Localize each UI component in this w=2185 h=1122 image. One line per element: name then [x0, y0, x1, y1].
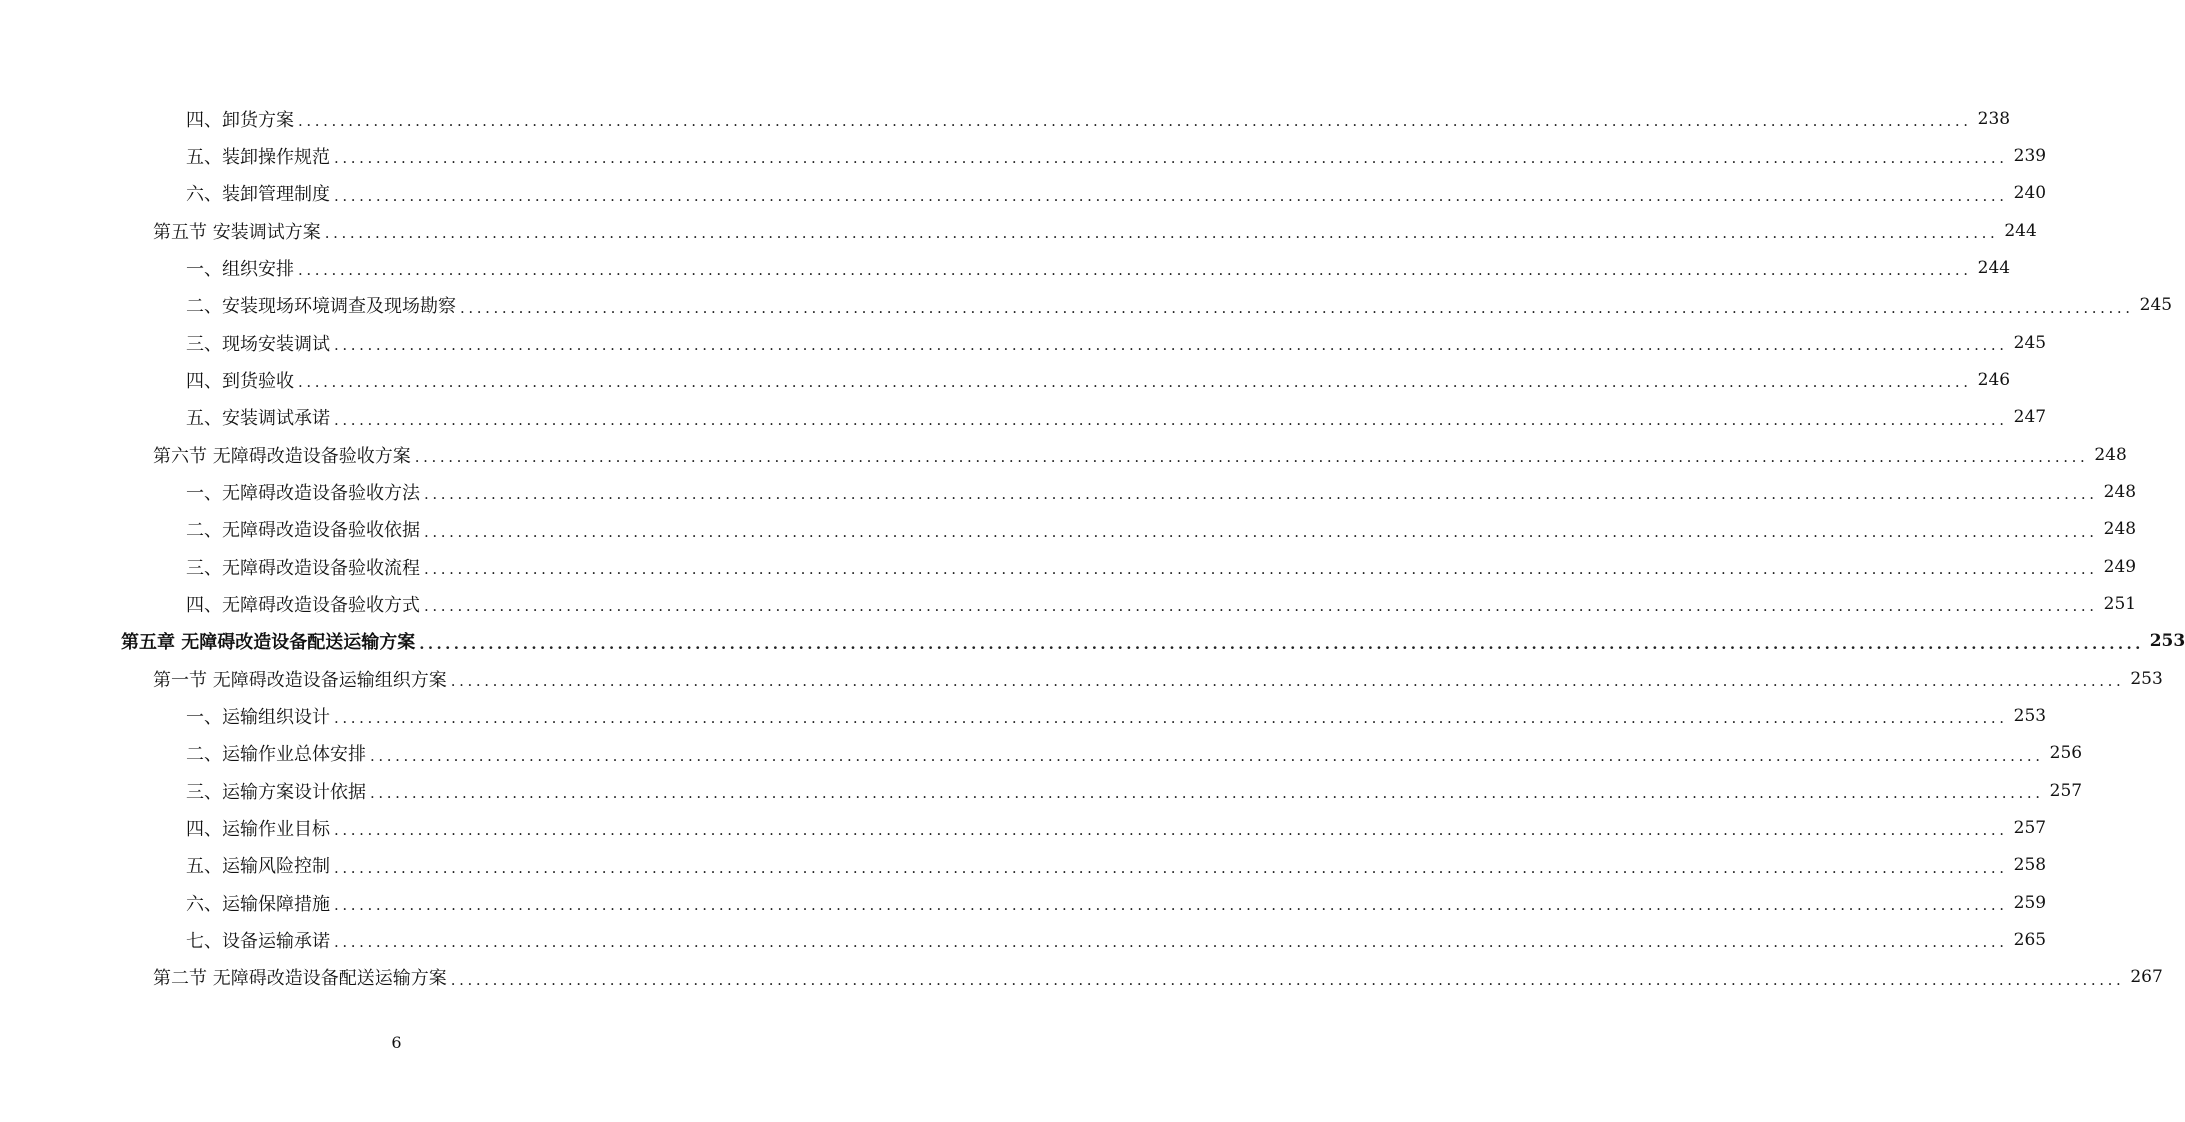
toc-entry[interactable]	[0, 511, 2137, 548]
toc-entry-title: 三、运输方案设计依据	[186, 778, 370, 804]
toc-entry-page: 258	[2013, 855, 2047, 876]
toc-entry-page: 240	[2013, 183, 2047, 204]
toc-entry-title: 四、卸货方案	[186, 106, 298, 132]
toc-entry[interactable]	[0, 175, 2047, 212]
toc-entry-title: 四、到货验收	[186, 367, 298, 393]
toc-entry-title: 五、运输风险控制	[186, 852, 334, 878]
toc-dot-leader: ........................................................................................................................................................................................................	[334, 933, 2008, 952]
toc-entry[interactable]	[0, 623, 2185, 660]
toc-entry-page: 247	[2013, 407, 2047, 428]
toc-entry-page: 248	[2103, 481, 2137, 502]
toc-dot-leader: ........................................................................................................................................................................................................	[424, 522, 2098, 541]
toc-entry-title: 第二节 无障碍改造设备配送运输方案	[153, 964, 451, 990]
toc-entry-page: 238	[1977, 108, 2011, 129]
toc-entry[interactable]	[0, 921, 2047, 958]
toc-entry[interactable]	[0, 809, 2047, 846]
toc-entry-page: 253	[2149, 631, 2185, 652]
toc-entry[interactable]	[0, 287, 2173, 324]
toc-dot-leader: ........................................................................................................................................................................................................	[450, 672, 2125, 691]
toc-dot-leader: ........................................................................................................................................................................................................	[334, 186, 2008, 205]
toc-entry-title: 一、组织安排	[186, 255, 298, 281]
toc-dot-leader: ........................................................................................................................................................................................................	[450, 970, 2125, 989]
toc-entry[interactable]	[0, 735, 2083, 772]
toc-entry-title: 三、无障碍改造设备验收流程	[186, 554, 424, 580]
toc-entry[interactable]	[0, 399, 2047, 436]
toc-dot-leader: ........................................................................................................................................................................................................	[334, 709, 2008, 728]
toc-dot-leader: ........................................................................................................................................................................................................	[298, 373, 1972, 392]
toc-entry-title: 第五节 安装调试方案	[153, 218, 325, 244]
toc-dot-leader: ........................................................................................................................................................................................................	[334, 858, 2008, 877]
toc-entry-title: 第六节 无障碍改造设备验收方案	[153, 442, 415, 468]
toc-dot-leader: ........................................................................................................................................................................................................	[424, 597, 2098, 616]
toc-entry-page: 256	[2049, 743, 2083, 764]
toc-entry-page: 246	[1977, 369, 2011, 390]
toc-entry[interactable]	[0, 959, 2163, 996]
toc-entry-title: 七、设备运输承诺	[186, 927, 334, 953]
toc-entry-page: 251	[2103, 593, 2137, 614]
toc-entry-page: 265	[2013, 929, 2047, 950]
toc-entry-title: 五、装卸操作规范	[186, 143, 334, 169]
toc-entry-title: 二、运输作业总体安排	[186, 740, 370, 766]
toc-entry-page: 248	[2103, 519, 2137, 540]
toc-entry-page: 239	[2013, 145, 2047, 166]
toc-entry-title: 二、无障碍改造设备验收依据	[186, 516, 424, 542]
toc-entry-page: 249	[2103, 556, 2137, 577]
toc-entry-title: 一、无障碍改造设备验收方法	[186, 479, 424, 505]
toc-dot-leader: ........................................................................................................................................................................................................	[370, 746, 2044, 765]
toc-entry-title: 一、运输组织设计	[186, 703, 334, 729]
toc-entry-title: 六、装卸管理制度	[186, 180, 334, 206]
toc-entry[interactable]	[0, 697, 2047, 734]
toc-dot-leader: ........................................................................................................................................................................................................	[419, 634, 2144, 653]
toc-entry-page: 259	[2013, 892, 2047, 913]
toc-dot-leader: ........................................................................................................................................................................................................	[424, 560, 2098, 579]
toc-entry-title: 五、安装调试承诺	[186, 404, 334, 430]
toc-dot-leader: ........................................................................................................................................................................................................	[424, 485, 2098, 504]
toc-dot-leader: ........................................................................................................................................................................................................	[334, 149, 2008, 168]
toc-entry-page: 245	[2013, 332, 2047, 353]
toc-entry-title: 四、无障碍改造设备验收方式	[186, 591, 424, 617]
table-of-contents	[0, 100, 2185, 996]
toc-dot-leader: ........................................................................................................................................................................................................	[298, 261, 1972, 280]
toc-entry[interactable]	[0, 884, 2047, 921]
toc-entry[interactable]	[0, 585, 2137, 622]
toc-entry[interactable]	[0, 361, 2011, 398]
toc-entry-page: 245	[2139, 295, 2173, 316]
toc-dot-leader: ........................................................................................................................................................................................................	[298, 112, 1972, 131]
toc-entry[interactable]	[0, 772, 2083, 809]
toc-entry[interactable]	[0, 847, 2047, 884]
toc-entry-page: 248	[2094, 444, 2127, 465]
toc-entry[interactable]	[0, 473, 2137, 510]
toc-dot-leader: ........................................................................................................................................................................................................	[460, 298, 2134, 317]
toc-dot-leader: ........................................................................................................................................................................................................	[324, 224, 1999, 243]
toc-entry-page: 253	[2130, 668, 2163, 689]
toc-entry[interactable]	[0, 100, 2011, 137]
toc-dot-leader: ........................................................................................................................................................................................................	[334, 336, 2008, 355]
toc-entry-title: 六、运输保障措施	[186, 890, 334, 916]
toc-entry-page: 244	[1977, 257, 2011, 278]
toc-entry[interactable]	[0, 249, 2011, 286]
toc-entry[interactable]	[0, 137, 2047, 174]
toc-entry-title: 三、现场安装调试	[186, 330, 334, 356]
toc-entry-page: 253	[2013, 705, 2047, 726]
toc-entry-title: 二、安装现场环境调查及现场勘察	[186, 292, 460, 318]
toc-entry-title: 第一节 无障碍改造设备运输组织方案	[153, 666, 451, 692]
toc-entry-title: 四、运输作业目标	[186, 815, 334, 841]
toc-dot-leader: ........................................................................................................................................................................................................	[370, 784, 2044, 803]
toc-entry[interactable]	[0, 548, 2137, 585]
toc-entry-title: 第五章 无障碍改造设备配送运输方案	[121, 628, 419, 654]
toc-entry-page: 257	[2013, 817, 2047, 838]
toc-dot-leader: ........................................................................................................................................................................................................	[334, 896, 2008, 915]
toc-dot-leader: ........................................................................................................................................................................................................	[414, 448, 2089, 467]
toc-entry-page: 257	[2049, 780, 2083, 801]
toc-entry[interactable]	[0, 660, 2163, 697]
toc-entry-page: 244	[2004, 220, 2037, 241]
toc-entry[interactable]	[0, 212, 2037, 249]
toc-entry[interactable]	[0, 324, 2047, 361]
page-number: 6	[391, 1033, 402, 1052]
toc-entry-page: 267	[2130, 967, 2163, 988]
toc-dot-leader: ........................................................................................................................................................................................................	[334, 410, 2008, 429]
toc-entry[interactable]	[0, 436, 2127, 473]
toc-dot-leader: ........................................................................................................................................................................................................	[334, 821, 2008, 840]
